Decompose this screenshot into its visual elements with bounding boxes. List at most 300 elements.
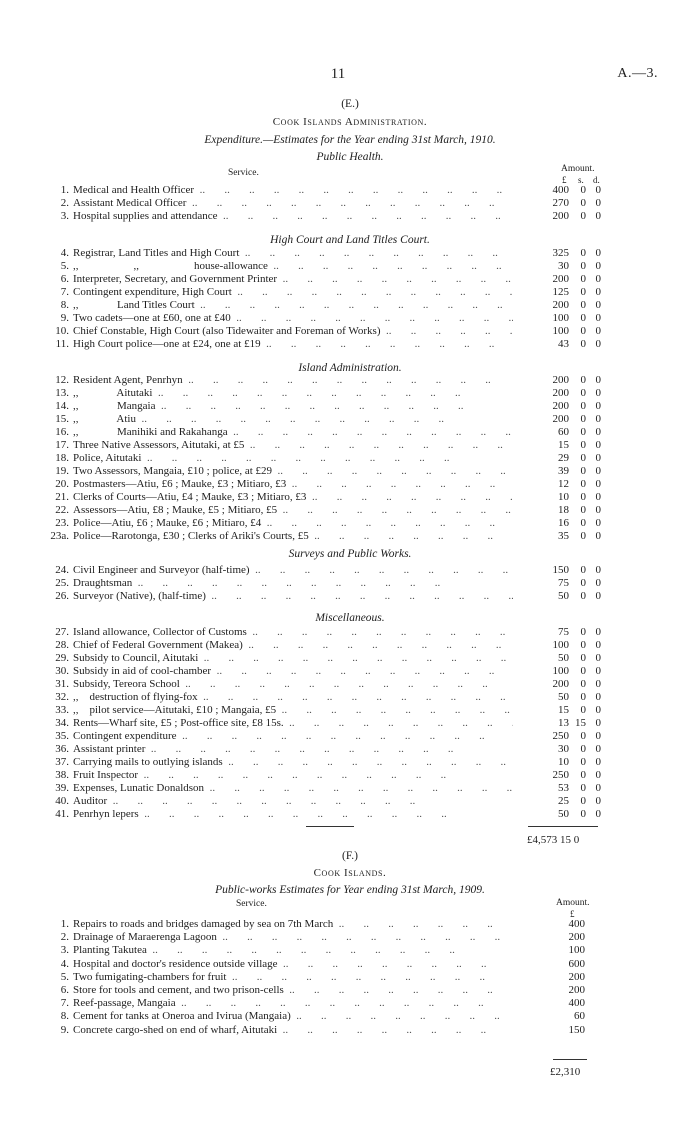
unit-pence: d. <box>593 175 600 185</box>
table-row <box>0 517 700 530</box>
item-description: Police—Atiu, £6 ; Mauke, £6 ; Mitiaro, £4 .. <box>73 517 513 530</box>
item-number: 4. <box>60 957 69 970</box>
table-row <box>0 273 700 286</box>
table-row <box>0 197 700 210</box>
table-row <box>0 782 700 795</box>
amount-shillings: 0 <box>580 478 586 490</box>
amount-pounds: 50 <box>558 590 569 602</box>
amount-pence: 0 <box>595 374 601 386</box>
item-description: Civil Engineer and Surveyor (half-time) .. <box>73 564 513 577</box>
item-description: Three Native Assessors, Aitutaki, at £5 .. <box>73 439 513 452</box>
table-row <box>0 639 700 652</box>
amount-pounds: 29 <box>558 452 569 464</box>
amount-shillings: 0 <box>580 577 586 589</box>
section-f-letter: (F.) <box>341 850 358 862</box>
amount-pounds: 150 <box>552 564 569 576</box>
amount-pence: 0 <box>595 210 601 222</box>
item-number: 22. <box>55 504 69 516</box>
subhead-surveys-public-works: Surveys and Public Works. <box>288 548 412 560</box>
table-row <box>0 387 700 400</box>
section-e-title: Cook Islands Administration. <box>272 116 428 128</box>
table-row <box>0 652 700 665</box>
item-number: 33. <box>55 704 69 716</box>
total-rule <box>528 826 598 827</box>
item-number: 34. <box>55 717 69 729</box>
amount-pounds: 25 <box>558 795 569 807</box>
amount-pence: 0 <box>595 530 601 542</box>
item-description: Expenses, Lunatic Donaldson .. <box>73 782 513 795</box>
table-row <box>0 260 700 273</box>
item-number: 41. <box>55 808 69 820</box>
table-row <box>0 184 700 197</box>
subhead-miscellaneous: Miscellaneous. <box>315 612 385 624</box>
amount-pounds: 125 <box>552 286 569 298</box>
amount-pounds: 200 <box>552 413 569 425</box>
item-description: Two fumigating-chambers for fruit .. <box>73 971 503 984</box>
item-number: 5. <box>60 970 69 983</box>
amount-shillings: 0 <box>580 197 586 209</box>
item-description: Subsidy to Council, Aitutaki .. <box>73 652 513 665</box>
amount-pence: 0 <box>595 273 601 285</box>
item-description: Surveyor (Native), (half-time) .. <box>73 590 513 603</box>
amount-pounds: 30 <box>558 260 569 272</box>
item-description: Police, Aitutaki .. <box>73 452 513 465</box>
section-f-total: £2,310 <box>550 1066 581 1078</box>
amount-pence: 0 <box>595 387 601 399</box>
item-number: 16. <box>55 426 69 438</box>
f-unit-pounds: £ <box>570 909 575 919</box>
item-number: 32. <box>55 691 69 703</box>
table-row <box>0 971 700 984</box>
section-e-total: £4,573 15 0 <box>527 834 580 846</box>
item-description: Drainage of Maraerenga Lagoon .. <box>73 931 503 944</box>
item-description: Interpreter, Secretary, and Government Printer .. <box>73 273 513 286</box>
amount-pounds: 50 <box>558 652 569 664</box>
amount-pence: 0 <box>595 590 601 602</box>
item-number: 1. <box>60 184 69 196</box>
item-description: Postmasters—Atiu, £6 ; Mauke, £3 ; Mitiaro, £3 .. <box>73 478 513 491</box>
item-description: Fruit Inspector .. <box>73 769 513 782</box>
amount-pounds: 250 <box>552 769 569 781</box>
table-row <box>0 944 700 957</box>
table-row <box>0 730 700 743</box>
amount-shillings: 0 <box>580 338 586 350</box>
amount-pence: 0 <box>595 325 601 337</box>
amount-pounds: 100 <box>552 312 569 324</box>
item-number: 20. <box>55 478 69 490</box>
item-description: Chief of Federal Government (Makea) .. <box>73 639 513 652</box>
subhead-public-health: Public Health. <box>316 151 384 163</box>
amount-pounds: 200 <box>552 387 569 399</box>
item-description: ,, destruction of flying-fox .. <box>73 691 513 704</box>
amount-shillings: 0 <box>580 665 586 677</box>
amount-shillings: 0 <box>580 691 586 703</box>
item-description: Medical and Health Officer .. <box>73 184 513 197</box>
amount-pounds: 35 <box>558 530 569 542</box>
item-number: 13. <box>55 387 69 399</box>
amount-pounds: 13 <box>558 717 569 729</box>
table-row <box>0 577 700 590</box>
amount-pence: 0 <box>595 730 601 742</box>
table-row <box>0 426 700 439</box>
table-row <box>0 374 700 387</box>
amount-shillings: 0 <box>580 273 586 285</box>
table-row <box>0 338 700 351</box>
amount-pence: 0 <box>595 652 601 664</box>
amount-shillings: 0 <box>580 743 586 755</box>
amount-shillings: 0 <box>580 756 586 768</box>
amount-pence: 0 <box>595 491 601 503</box>
item-description: Contingent expenditure .. <box>73 730 513 743</box>
item-number: 10. <box>55 325 69 337</box>
table-row <box>0 958 700 971</box>
item-number: 37. <box>55 756 69 768</box>
item-number: 30. <box>55 665 69 677</box>
item-description: Two cadets—one at £60, one at £40 .. <box>73 312 513 325</box>
amount-pounds: 16 <box>558 517 569 529</box>
table-row <box>0 452 700 465</box>
amount-pounds: 75 <box>558 626 569 638</box>
table-row <box>0 626 700 639</box>
table-row <box>0 590 700 603</box>
amount-shillings: 0 <box>580 795 586 807</box>
amount-shillings: 0 <box>580 286 586 298</box>
item-description: High Court police—one at £24, one at £19 .. <box>73 338 513 351</box>
amount-pence: 0 <box>595 769 601 781</box>
item-number: 14. <box>55 400 69 412</box>
item-description: Two Assessors, Mangaia, £10 ; police, at £29 .. <box>73 465 513 478</box>
item-number: 9. <box>60 1023 69 1036</box>
table-row <box>0 678 700 691</box>
amount-shillings: 0 <box>580 184 586 196</box>
amount-pence: 0 <box>595 286 601 298</box>
item-number: 27. <box>55 626 69 638</box>
table-row <box>0 465 700 478</box>
item-number: 29. <box>55 652 69 664</box>
item-number: 6. <box>60 273 69 285</box>
item-description: ,, Aitutaki .. <box>73 387 513 400</box>
table-row <box>0 312 700 325</box>
item-description: Police—Rarotonga, £30 ; Clerks of Ariki's Courts, £5 .. <box>73 530 513 543</box>
item-number: 7. <box>60 286 69 298</box>
amount-pounds: 325 <box>552 247 569 259</box>
item-number: 38. <box>55 769 69 781</box>
item-number: 8. <box>60 1010 69 1023</box>
table-row <box>0 997 700 1010</box>
amount-pounds: 200 <box>552 400 569 412</box>
item-description: Hospital and doctor's residence outside village .. <box>73 958 503 971</box>
amount-pounds: 60 <box>558 426 569 438</box>
item-description: Reef-passage, Mangaia .. <box>73 997 503 1010</box>
amount-pence: 0 <box>595 577 601 589</box>
amount-shillings: 0 <box>580 678 586 690</box>
amount-pence: 0 <box>595 704 601 716</box>
amount-pounds: 53 <box>558 782 569 794</box>
item-description: ,, Mangaia .. <box>73 400 513 413</box>
amount-pence: 0 <box>595 260 601 272</box>
amount-pounds: 15 <box>558 439 569 451</box>
table-row <box>0 210 700 223</box>
table-row <box>0 918 700 931</box>
item-number: 4. <box>60 247 69 259</box>
amount-shillings: 0 <box>580 426 586 438</box>
amount-pence: 0 <box>595 299 601 311</box>
item-number: 23. <box>55 517 69 529</box>
amount-pence: 0 <box>595 439 601 451</box>
f-service-column-header: Service. <box>236 899 267 909</box>
item-number: 2. <box>60 931 69 944</box>
amount-pounds: 75 <box>558 577 569 589</box>
amount-pence: 0 <box>595 691 601 703</box>
section-f-subtitle: Public-works Estimates for Year ending 31st March, 1909. <box>215 884 485 896</box>
amount-pence: 0 <box>595 452 601 464</box>
amount-pounds: 200 <box>552 678 569 690</box>
item-number: 9. <box>60 312 69 324</box>
table-row <box>0 984 700 997</box>
item-description: Repairs to roads and bridges damaged by sea on 7th March .. <box>73 918 503 931</box>
item-number: 36. <box>55 743 69 755</box>
unit-shillings: s. <box>578 175 584 185</box>
amount-pounds: 150 <box>568 1023 585 1036</box>
table-row <box>0 413 700 426</box>
item-description: ,, Manihiki and Rakahanga .. <box>73 426 513 439</box>
amount-pence: 0 <box>595 678 601 690</box>
amount-pounds: 400 <box>568 997 585 1010</box>
amount-shillings: 0 <box>580 517 586 529</box>
item-description: Draughtsman .. <box>73 577 513 590</box>
amount-pence: 0 <box>595 517 601 529</box>
table-row <box>0 756 700 769</box>
amount-shillings: 0 <box>580 782 586 794</box>
amount-pounds: 200 <box>552 299 569 311</box>
amount-pence: 0 <box>595 808 601 820</box>
item-description: Resident Agent, Penrhyn .. <box>73 374 513 387</box>
table-row <box>0 691 700 704</box>
table-row <box>0 299 700 312</box>
item-description: Assistant Medical Officer .. <box>73 197 513 210</box>
item-number: 39. <box>55 782 69 794</box>
amount-pence: 0 <box>595 413 601 425</box>
item-description: Rents—Wharf site, £5 ; Post-office site, £8 15s. .. <box>73 717 513 730</box>
item-description: Cement for tanks at Oneroa and Ivirua (Mangaia) .. <box>73 1010 503 1023</box>
amount-pounds: 400 <box>552 184 569 196</box>
item-number: 40. <box>55 795 69 807</box>
item-description: ,, ,, house-allowance .. <box>73 260 513 273</box>
amount-pence: 0 <box>595 626 601 638</box>
amount-shillings: 0 <box>580 413 586 425</box>
amount-pence: 0 <box>595 564 601 576</box>
table-row <box>0 743 700 756</box>
amount-pounds: 400 <box>568 918 585 930</box>
item-description: Registrar, Land Titles and High Court .. <box>73 247 513 260</box>
table-row <box>0 665 700 678</box>
item-number: 6. <box>60 984 69 996</box>
item-description: Island allowance, Collector of Customs .. <box>73 626 513 639</box>
amount-pounds: 39 <box>558 465 569 477</box>
item-number: 15. <box>55 413 69 425</box>
amount-pounds: 50 <box>558 808 569 820</box>
item-description: Hospital supplies and attendance .. <box>73 210 513 223</box>
table-row <box>0 504 700 517</box>
subhead-island-administration: Island Administration. <box>298 362 402 374</box>
amount-shillings: 0 <box>580 465 586 477</box>
amount-shillings: 0 <box>580 387 586 399</box>
amount-pounds: 43 <box>558 338 569 350</box>
amount-shillings: 0 <box>580 808 586 820</box>
item-description: Auditor .. <box>73 795 513 808</box>
amount-shillings: 0 <box>580 452 586 464</box>
item-description: Planting Takutea .. <box>73 944 503 957</box>
section-f-title: Cook Islands. <box>313 867 387 879</box>
table-row <box>0 400 700 413</box>
item-number: 18. <box>55 452 69 464</box>
item-number: 5. <box>60 260 69 272</box>
amount-shillings: 0 <box>580 704 586 716</box>
page-number: 11 <box>330 66 346 82</box>
item-description: Concrete cargo-shed on end of wharf, Aitutaki .. <box>73 1024 503 1037</box>
table-row <box>0 478 700 491</box>
amount-column-header: Amount. <box>561 164 595 174</box>
amount-pounds: 60 <box>574 1010 585 1023</box>
section-divider <box>306 826 354 827</box>
amount-shillings: 0 <box>580 730 586 742</box>
amount-pence: 0 <box>595 795 601 807</box>
item-description: Subsidy, Tereora School .. <box>73 678 513 691</box>
table-row <box>0 769 700 782</box>
amount-pounds: 50 <box>558 691 569 703</box>
amount-shillings: 0 <box>580 247 586 259</box>
item-number: 1. <box>60 918 69 930</box>
amount-shillings: 0 <box>580 564 586 576</box>
item-number: 23a. <box>50 530 69 542</box>
amount-shillings: 0 <box>580 530 586 542</box>
amount-shillings: 0 <box>580 374 586 386</box>
amount-shillings: 0 <box>580 491 586 503</box>
table-row <box>0 491 700 504</box>
item-number: 28. <box>55 639 69 651</box>
subhead-high-court: High Court and Land Titles Court. <box>270 234 430 246</box>
amount-pounds: 12 <box>558 478 569 490</box>
f-amount-column-header: Amount. <box>556 898 590 908</box>
item-number: 25. <box>55 577 69 589</box>
amount-pounds: 200 <box>568 970 585 983</box>
item-description: ,, Land Titles Court .. <box>73 299 513 312</box>
table-row <box>0 795 700 808</box>
amount-shillings: 0 <box>580 260 586 272</box>
amount-shillings: 0 <box>580 626 586 638</box>
amount-pounds: 200 <box>552 374 569 386</box>
item-number: 11. <box>55 338 69 350</box>
amount-shillings: 0 <box>580 299 586 311</box>
item-number: 3. <box>60 944 69 957</box>
item-description: Subsidy in aid of cool-chamber .. <box>73 665 513 678</box>
item-number: 26. <box>55 590 69 602</box>
item-number: 35. <box>55 730 69 742</box>
amount-pence: 0 <box>595 782 601 794</box>
amount-pence: 0 <box>595 400 601 412</box>
item-number: 31. <box>55 678 69 690</box>
table-row <box>0 564 700 577</box>
item-description: Clerks of Courts—Atiu, £4 ; Mauke, £3 ; Mitiaro, £3 .. <box>73 491 513 504</box>
amount-pence: 0 <box>595 312 601 324</box>
item-number: 2. <box>60 197 69 209</box>
amount-shillings: 15 <box>575 717 586 729</box>
item-number: 7. <box>60 997 69 1010</box>
amount-pence: 0 <box>595 426 601 438</box>
amount-pounds: 270 <box>552 197 569 209</box>
item-description: Assistant printer .. <box>73 743 513 756</box>
item-number: 21. <box>55 491 69 503</box>
amount-pounds: 10 <box>558 491 569 503</box>
amount-pounds: 600 <box>568 957 585 970</box>
amount-pence: 0 <box>595 717 601 729</box>
table-row <box>0 931 700 944</box>
amount-pounds: 200 <box>552 273 569 285</box>
item-description: Store for tools and cement, and two prison-cells .. <box>73 984 503 997</box>
amount-pounds: 18 <box>558 504 569 516</box>
item-number: 8. <box>60 299 69 311</box>
amount-pence: 0 <box>595 184 601 196</box>
amount-pence: 0 <box>595 665 601 677</box>
item-description: Penrhyn lepers .. <box>73 808 513 821</box>
item-description: Carrying mails to outlying islands .. <box>73 756 513 769</box>
amount-pence: 0 <box>595 743 601 755</box>
amount-pounds: 100 <box>552 665 569 677</box>
amount-shillings: 0 <box>580 769 586 781</box>
amount-pounds: 200 <box>552 210 569 222</box>
unit-pounds: £ <box>562 175 567 185</box>
amount-pence: 0 <box>595 478 601 490</box>
amount-shillings: 0 <box>580 439 586 451</box>
item-number: 19. <box>55 465 69 477</box>
item-description: Assessors—Atiu, £8 ; Mauke, £5 ; Mitiaro, £5 .. <box>73 504 513 517</box>
amount-shillings: 0 <box>580 325 586 337</box>
amount-pounds: 30 <box>558 743 569 755</box>
table-row <box>0 286 700 299</box>
amount-pence: 0 <box>595 338 601 350</box>
amount-shillings: 0 <box>580 652 586 664</box>
item-description: Chief Constable, High Court (also Tidewaiter and Foreman of Works) .. <box>73 325 513 338</box>
amount-pounds: 100 <box>552 325 569 337</box>
table-row <box>0 530 700 543</box>
section-e-subtitle: Expenditure.—Estimates for the Year ending 31st March, 1910. <box>204 134 496 146</box>
amount-shillings: 0 <box>580 590 586 602</box>
amount-pence: 0 <box>595 197 601 209</box>
item-number: 17. <box>55 439 69 451</box>
amount-pounds: 100 <box>552 639 569 651</box>
amount-shillings: 0 <box>580 210 586 222</box>
amount-pounds: 100 <box>568 944 585 957</box>
table-row <box>0 1024 700 1037</box>
item-number: 24. <box>55 564 69 576</box>
amount-pounds: 10 <box>558 756 569 768</box>
amount-shillings: 0 <box>580 312 586 324</box>
item-number: 3. <box>60 210 69 222</box>
table-row <box>0 1010 700 1023</box>
amount-shillings: 0 <box>580 504 586 516</box>
amount-pence: 0 <box>595 465 601 477</box>
amount-shillings: 0 <box>580 639 586 651</box>
amount-shillings: 0 <box>580 400 586 412</box>
table-row <box>0 247 700 260</box>
item-number: 12. <box>55 374 69 386</box>
table-row <box>0 717 700 730</box>
table-row <box>0 808 700 821</box>
service-column-header: Service. <box>228 168 259 178</box>
document-reference: A.—3. <box>617 66 658 81</box>
amount-pence: 0 <box>595 504 601 516</box>
amount-pence: 0 <box>595 639 601 651</box>
